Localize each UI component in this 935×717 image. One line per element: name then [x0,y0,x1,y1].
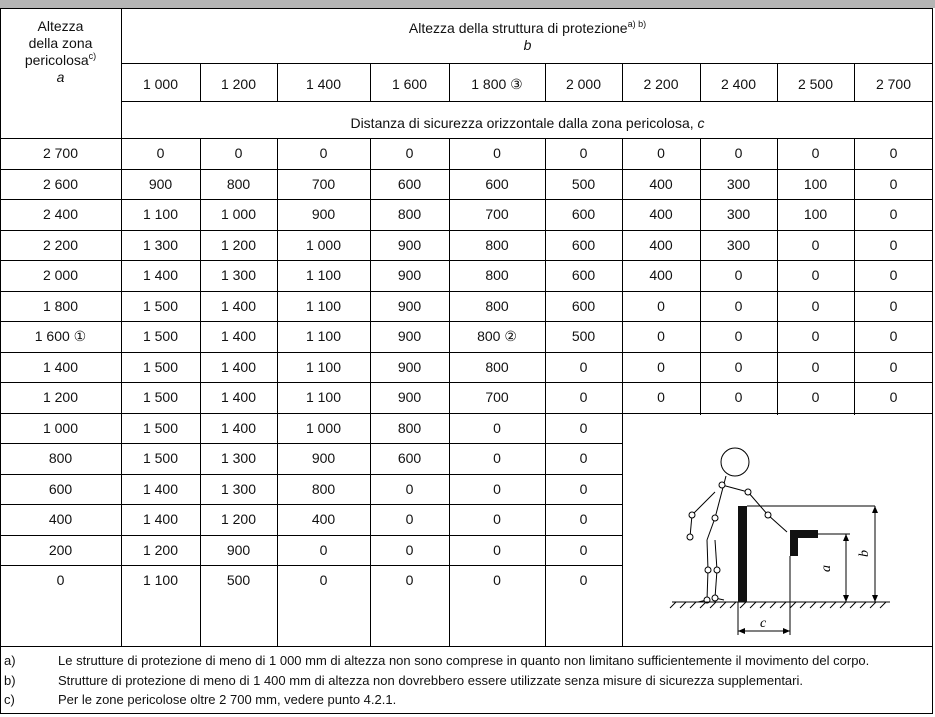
table-cell: 0 [811,389,820,405]
row-label: 1 600 ① [34,328,87,344]
table-cell: 0 [657,389,665,405]
table-cell: 700 [485,206,509,222]
table-cell: 1 100 [142,206,179,222]
grid-line [0,199,933,200]
table-cell: 600 [571,206,596,222]
table-cell: 1 400 [142,267,179,283]
grid-line [0,382,933,383]
grid-line [0,474,622,475]
table-cell: 0 [811,145,820,161]
table-cell: 1 500 [142,297,179,314]
table-cell: 900 [397,328,422,344]
row-label: 2 600 [42,175,79,192]
table-cell: 1 400 [220,328,257,344]
table-cell: 0 [811,236,820,253]
table-cell: 0 [889,236,898,253]
table-cell: 900 [397,236,422,253]
table-cell: 700 [485,389,509,405]
column-header: 1 600 [391,76,428,92]
table-cell: 1 100 [142,572,179,588]
table-cell: 1 100 [305,389,342,405]
table-cell: 800 [485,358,509,375]
table-cell: 900 [397,358,422,375]
table-cell: 300 [726,206,751,222]
table-cell: 0 [319,145,328,161]
row-label: 1 400 [42,358,79,375]
table-cell: 900 [397,389,422,405]
row-heading: Altezza della zona pericolosa$^{c)}$ a [24,18,97,85]
table-cell: 600 [571,297,596,314]
table-cell: 600 [571,267,596,283]
row-label: 200 [48,541,73,558]
table-bottom-line [0,646,933,647]
table-cell: 1 400 [142,480,179,497]
table-cell: 1 300 [220,450,257,466]
table-cell: 0 [405,145,414,161]
table-cell: 100 [803,206,828,222]
table-cell: 700 [311,175,336,192]
table-cell: 0 [657,145,665,161]
table-cell: 0 [889,145,898,161]
column-header: 2 000 [565,76,602,92]
row-label: 600 [48,480,73,497]
grid-line [121,101,933,102]
table-cell: 0 [156,145,165,161]
safety-distance-figure [660,440,900,640]
table-cell: 0 [579,480,588,497]
table-cell: 800 [485,267,509,283]
table-cell: 1 400 [220,419,257,436]
table-cell: 1 000 [220,206,257,222]
table-cell: 0 [493,480,501,497]
grid-line [0,443,622,444]
row-label: 1 800 [42,297,79,314]
table-cell: 0 [579,389,588,405]
table-cell: 0 [811,328,820,344]
table-cell: 0 [319,572,328,588]
table-cell: 0 [405,511,414,527]
table-cell: 400 [649,175,673,192]
table-cell: 0 [493,145,501,161]
table-cell: 1 000 [305,236,342,253]
row-label: 0 [56,572,65,588]
table-cell: 0 [579,358,588,375]
table-cell: 500 [226,572,251,588]
table-cell: 900 [311,450,336,466]
column-header: 1 800 ③ [471,76,523,92]
table-cell: 0 [811,358,820,375]
table-cell: 600 [397,175,422,192]
dimension-b-label: b [857,550,872,557]
table-cell: 0 [234,145,243,161]
table-cell: 1 200 [220,236,257,253]
distance-heading: Distanza di sicurezza orizzontale dalla zona pericolosa, c [350,115,705,131]
table-cell: 300 [726,236,751,253]
row-label: 2 000 [42,267,79,283]
table-cell: 1 500 [142,450,179,466]
table-cell: 1 200 [220,511,257,527]
table-cell: 400 [649,206,673,222]
table-cell: 500 [571,175,596,192]
table-cell: 0 [734,267,743,283]
table-cell: 900 [311,206,336,222]
table-cell: 0 [889,328,898,344]
table-cell: 0 [734,297,743,314]
table-cell: 0 [889,358,898,375]
table-cell: 400 [311,511,336,527]
table-cell: 400 [649,236,673,253]
column-header: 2 500 [797,76,834,92]
row-label: 2 400 [42,206,79,222]
table-cell: 0 [579,572,588,588]
table-cell: 800 [311,480,336,497]
row-label: 2 700 [42,145,79,161]
table-cell: 300 [726,175,751,192]
grid-line [0,565,622,566]
table-cell: 0 [579,419,588,436]
table-cell: 1 500 [142,328,179,344]
table-cell: 1 300 [142,236,179,253]
table-cell: 0 [889,297,898,314]
table-cell: 900 [148,175,173,192]
table-cell: 0 [811,267,820,283]
column-header: 1 400 [305,76,342,92]
grid-line [0,169,933,170]
table-cell: 0 [734,358,743,375]
table-cell: 1 400 [220,389,257,405]
table-cell: 900 [397,297,422,314]
column-heading: Altezza della struttura di protezione$^{a) b)}$ b [408,19,647,53]
table-cell: 0 [405,541,414,558]
table-cell: 1 100 [305,358,342,375]
table-cell: 800 [485,297,509,314]
row-label: 400 [48,511,73,527]
row-label: 800 [48,450,73,466]
table-cell: 1 300 [220,267,257,283]
table-cell: 800 [485,236,509,253]
table-cell: 0 [493,419,501,436]
table-cell: 500 [571,328,596,344]
table-cell: 0 [405,572,414,588]
table-cell: 800 [397,419,422,436]
grid-line [0,413,933,414]
table-cell: 0 [493,541,501,558]
table-cell: 0 [734,328,743,344]
row-label: 2 200 [42,236,79,253]
table-cell: 1 100 [305,267,342,283]
table-cell: 0 [405,480,414,497]
grid-line [0,260,933,261]
table-cell: 1 500 [142,358,179,375]
column-header: 1 000 [142,76,179,92]
table-cell: 1 000 [305,419,342,436]
table-cell: 800 ② [477,328,517,344]
table-cell: 1 300 [220,480,257,497]
grid-line [0,535,622,536]
table-cell: 1 500 [142,389,179,405]
table-cell: 900 [397,267,422,283]
column-header: 2 700 [875,76,912,92]
table-cell: 0 [493,511,501,527]
table-cell: 0 [493,572,501,588]
grid-line [0,352,933,353]
table-cell: 0 [889,206,898,222]
table-cell: 0 [734,145,743,161]
column-header: 1 200 [220,76,257,92]
row-label: 1 200 [42,389,79,405]
table-cell: 0 [734,389,743,405]
table-cell: 0 [579,450,588,466]
grid-line [0,291,933,292]
table-cell: 1 100 [305,297,342,314]
grid-line [0,230,933,231]
table-cell: 600 [571,236,596,253]
table-cell: 0 [889,267,898,283]
table-cell: 0 [579,511,588,527]
table-cell: 0 [657,297,665,314]
grid-line [121,63,933,64]
table-cell: 0 [811,297,820,314]
table-cell: 1 100 [305,328,342,344]
column-header: 2 400 [720,76,757,92]
row-label: 1 000 [42,419,79,436]
table-cell: 0 [889,175,898,192]
table-cell: 0 [657,358,665,375]
grid-line [0,138,933,139]
table-cell: 100 [803,175,828,192]
table-cell: 1 400 [220,358,257,375]
table-cell: 0 [657,328,665,344]
table-cell: 0 [493,450,501,466]
table-cell: 1 500 [142,419,179,436]
dimension-a-label: a [819,565,834,572]
table-cell: 400 [649,267,673,283]
dimension-c-label: c [760,616,767,631]
table-cell: 600 [485,175,509,192]
table-cell: 0 [319,541,328,558]
table-cell: 1 400 [142,511,179,527]
table-cell: 800 [226,175,251,192]
grid-line [0,504,622,505]
column-header: 2 200 [643,76,679,92]
table-cell: 0 [579,541,588,558]
table-cell: 900 [226,541,251,558]
table-cell: 0 [889,389,898,405]
table-cell: 0 [579,145,588,161]
grid-line [0,321,933,322]
table-cell: 1 200 [142,541,179,558]
table-cell: 1 400 [220,297,257,314]
table-cell: 800 [397,206,422,222]
table-cell: 600 [397,450,422,466]
top-gray-bar [0,0,935,8]
